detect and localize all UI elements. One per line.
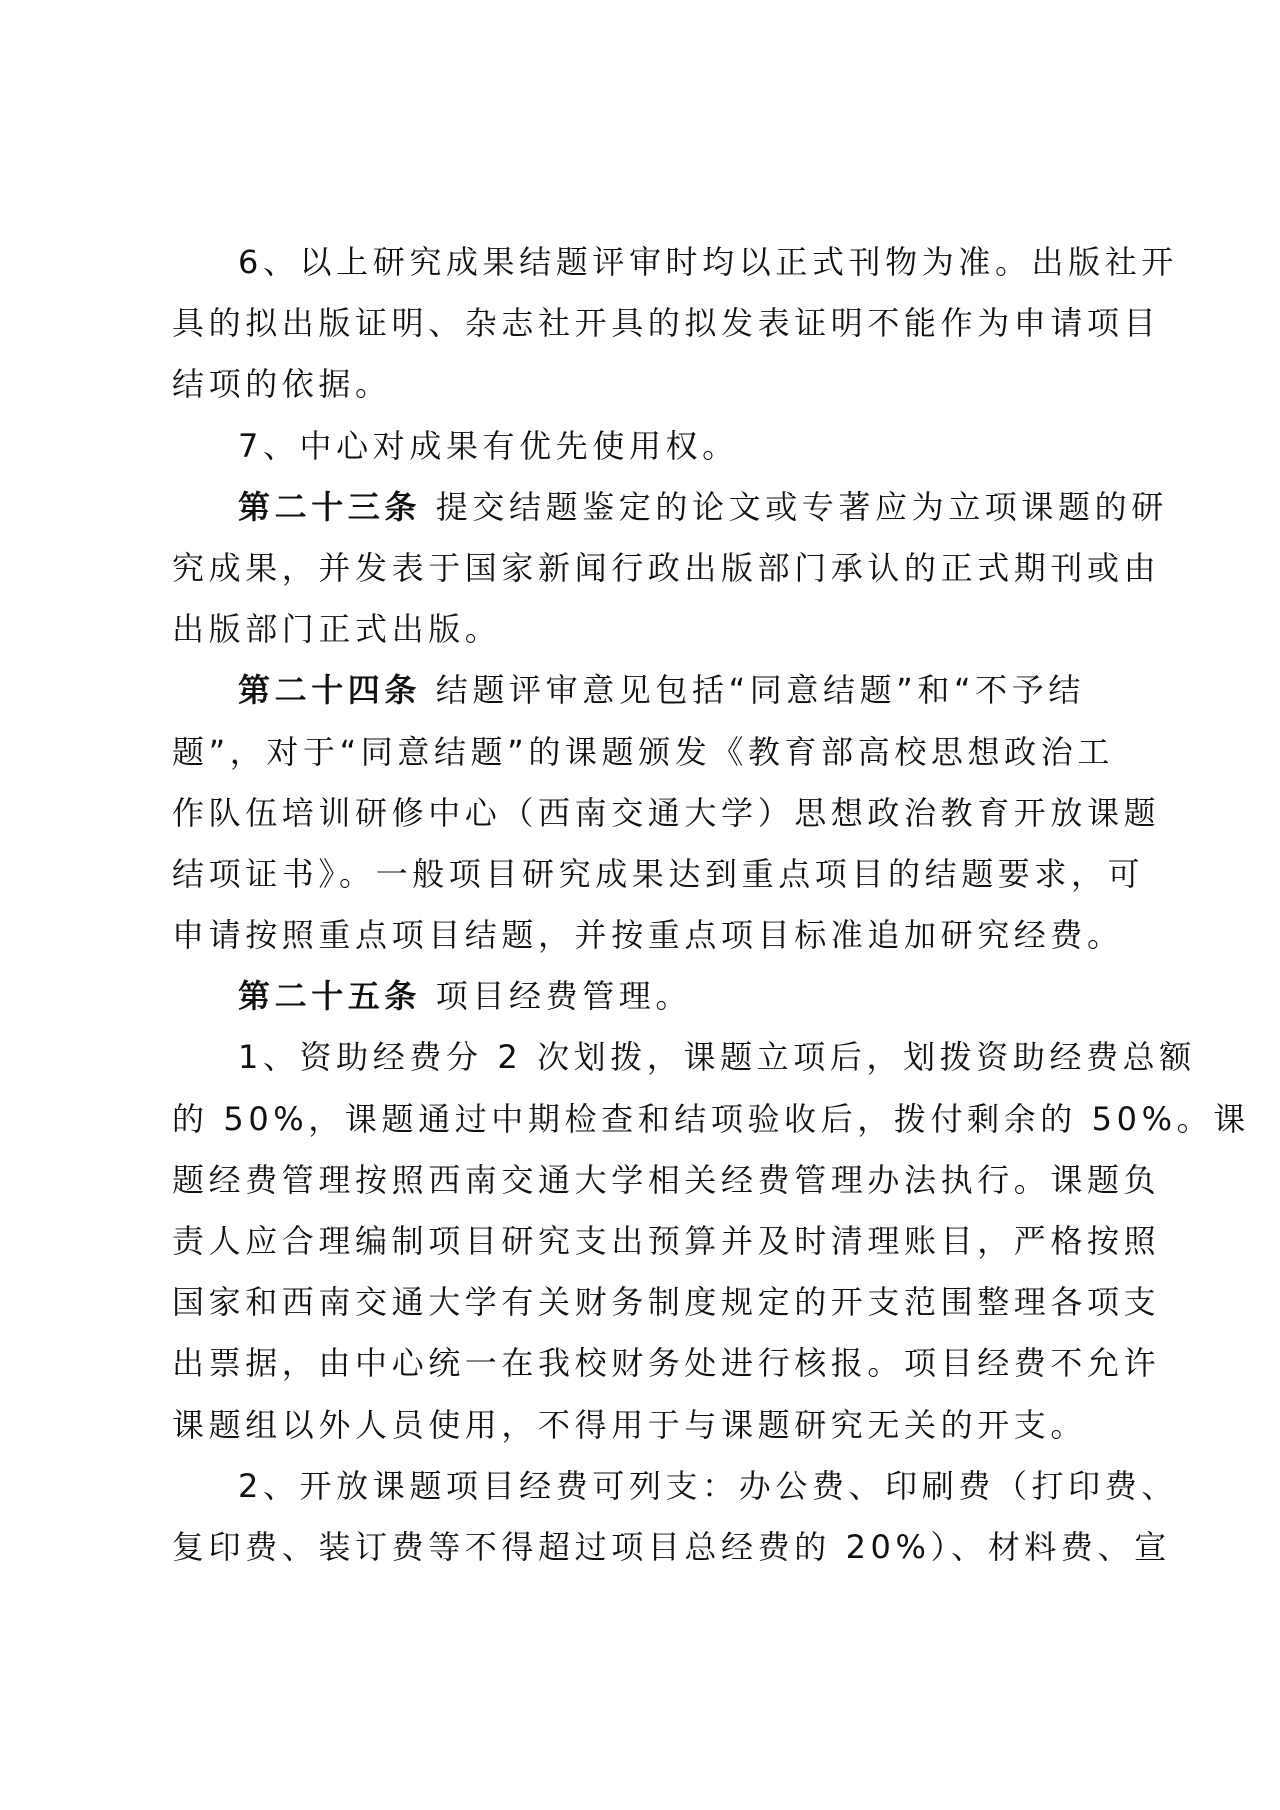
text-line [172,905,1124,966]
text-line [172,783,1161,844]
line-text: 6、以上研究成果结题评审时均以正式刊物为准。出版社开 [238,243,1178,281]
text-line [172,1150,1161,1211]
line-text: 出版部门正式出版。 [172,610,502,649]
line-text: 1、资助经费分 2 次划拨，课题立项后，划拨资助经费总额 [238,1038,1196,1077]
line-text: 申请按照重点项目结题，并按重点项目标准追加研究经费。 [172,916,1124,955]
article-25-first-line [172,966,1120,1027]
text-line [172,1272,1161,1333]
text-line [172,232,1178,293]
article-24-first-line [172,660,1120,721]
article-23-first-line [172,477,1168,538]
article-heading: 第二十五条 [238,977,422,1016]
line-text: 题经费管理按照西南交通大学相关经费管理办法执行。课题负 [172,1160,1161,1199]
line-text: 国家和西南交通大学有关财务制度规定的开支范围整理各项支 [172,1283,1161,1322]
text-line [172,722,1120,783]
line-text: 2、开放课题项目经费可列支：办公费、印刷费（打印费、 [238,1466,1178,1505]
text-line [172,538,1161,599]
line-text: 7、中心对成果有优先使用权。 [238,426,739,465]
text-line [172,293,1161,354]
line-text: 出票据，由中心统一在我校财务处进行核报。项目经费不允许 [172,1344,1161,1383]
document-body [172,232,1250,1578]
text-line [172,1517,1171,1578]
line-text: 结项证书》。一般项目研究成果达到重点项目的结题要求，可 [172,854,1145,893]
line-text: 结项的依据。 [172,365,392,404]
line-text: 作队伍培训研修中心（西南交通大学）思想政治教育开放课题 [172,793,1161,832]
article-heading: 第二十三条 [238,487,422,526]
line-text: 题”，对于“同意结题”的课题颁发《教育部高校思想政治工 [172,732,1114,771]
text-line [172,1211,1161,1272]
line-text: 的 50%，课题通过中期检查和结项验收后，拨付剩余的 50%。课 [172,1099,1250,1138]
text-line [172,599,1120,660]
line-text: 究成果，并发表于国家新闻行政出版部门承认的正式期刊或由 [172,548,1161,587]
line-text: 结题评审意见包括“同意结题”和“不予结 [435,671,1085,710]
text-line [172,1395,1120,1456]
line-text: 课题组以外人员使用，不得用于与课题研究无关的开支。 [172,1405,1088,1444]
line-text: 项目经费管理。 [435,977,692,1016]
text-line [172,1089,1250,1150]
text-line [172,416,1120,477]
text-line [172,844,1145,905]
text-line [172,1456,1178,1517]
line-text: 提交结题鉴定的论文或专著应为立项课题的研 [435,487,1168,526]
text-line [172,1333,1161,1394]
line-text: 复印费、装订费等不得超过项目总经费的 20%）、材料费、宣 [172,1527,1171,1566]
article-heading: 第二十四条 [238,671,422,710]
line-text: 具的拟出版证明、杂志社开具的拟发表证明不能作为申请项目 [172,304,1161,343]
text-line [172,1027,1196,1088]
text-line [172,354,1120,415]
line-text: 责人应合理编制项目研究支出预算并及时清理账目，严格按照 [172,1222,1161,1260]
